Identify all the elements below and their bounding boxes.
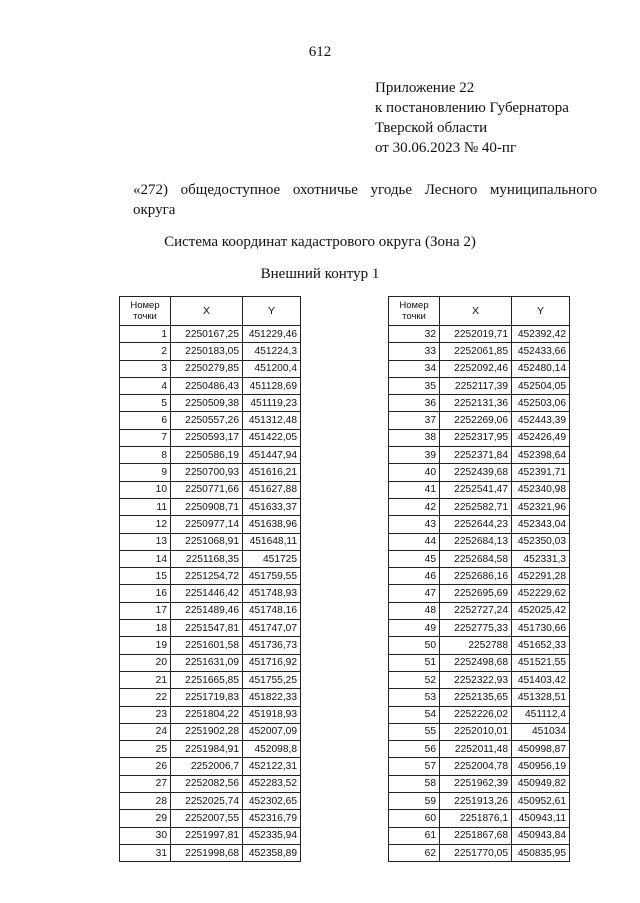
table-row — [120, 758, 301, 775]
point-number-cell: 45 — [389, 550, 440, 567]
y-header: Y — [243, 297, 301, 326]
y-coordinate-cell: 452391,71 — [512, 464, 570, 481]
point-number-cell: 43 — [389, 516, 440, 533]
point-number-header-line-1: Номер — [399, 300, 429, 311]
table-row — [389, 637, 570, 654]
table-row — [389, 844, 570, 861]
table-row — [120, 741, 301, 758]
table-row — [389, 464, 570, 481]
y-coordinate-cell: 452316,79 — [243, 810, 301, 827]
table-row — [120, 568, 301, 585]
x-coordinate-cell: 2252006,7 — [171, 758, 243, 775]
point-number-cell: 18 — [120, 620, 171, 637]
x-coordinate-cell: 2250700,93 — [171, 464, 243, 481]
point-number-cell: 11 — [120, 498, 171, 515]
point-number-header-line-2: точки — [133, 311, 157, 322]
y-coordinate-cell: 452343,04 — [512, 516, 570, 533]
y-coordinate-cell: 450952,61 — [512, 793, 570, 810]
point-number-cell: 57 — [389, 758, 440, 775]
table-row — [389, 395, 570, 412]
x-coordinate-cell: 2252269,06 — [440, 412, 512, 429]
contour-title: Внешний контур 1 — [260, 266, 380, 282]
appendix-line-4: от 30.06.2023 № 40-пг — [375, 140, 517, 156]
table-row — [389, 447, 570, 464]
table-row — [120, 654, 301, 671]
y-coordinate-cell: 451627,88 — [243, 481, 301, 498]
point-number-cell: 54 — [389, 706, 440, 723]
coordinate-system-title: Система координат кадастрового округа (Зона 2) — [164, 234, 476, 250]
point-number-cell: 39 — [389, 447, 440, 464]
y-coordinate-cell: 450949,82 — [512, 775, 570, 792]
table-row — [389, 602, 570, 619]
point-number-cell: 13 — [120, 533, 171, 550]
heading-word: «272) — [133, 182, 168, 198]
y-coordinate-cell: 450943,11 — [512, 810, 570, 827]
y-coordinate-cell: 452229,62 — [512, 585, 570, 602]
table-row — [389, 793, 570, 810]
x-coordinate-cell: 2252582,71 — [440, 498, 512, 515]
table-row — [120, 429, 301, 446]
table-row — [389, 620, 570, 637]
heading-word: муниципального — [489, 182, 597, 198]
point-number-cell: 38 — [389, 429, 440, 446]
point-number-cell: 29 — [120, 810, 171, 827]
y-coordinate-cell: 451034 — [512, 723, 570, 740]
table-row — [120, 447, 301, 464]
table-row — [120, 827, 301, 844]
x-coordinate-cell: 2252092,46 — [440, 360, 512, 377]
y-coordinate-cell: 452321,96 — [512, 498, 570, 515]
y-coordinate-cell: 451633,37 — [243, 498, 301, 515]
y-coordinate-cell: 451616,21 — [243, 464, 301, 481]
point-number-cell: 33 — [389, 343, 440, 360]
x-coordinate-cell: 2252644,23 — [440, 516, 512, 533]
y-coordinate-cell: 451128,69 — [243, 377, 301, 394]
y-coordinate-cell: 450956,19 — [512, 758, 570, 775]
table-row — [389, 326, 570, 343]
y-coordinate-cell: 451312,48 — [243, 412, 301, 429]
table-row — [120, 550, 301, 567]
y-coordinate-cell: 451119,23 — [243, 395, 301, 412]
x-coordinate-cell: 2252131,36 — [440, 395, 512, 412]
table-row — [120, 810, 301, 827]
point-number-cell: 34 — [389, 360, 440, 377]
y-coordinate-cell: 452007,09 — [243, 723, 301, 740]
heading-line-1 — [133, 180, 597, 200]
point-number-cell: 23 — [120, 706, 171, 723]
x-coordinate-cell: 2252061,85 — [440, 343, 512, 360]
table-row — [389, 723, 570, 740]
x-coordinate-cell: 2252684,13 — [440, 533, 512, 550]
point-number-cell: 30 — [120, 827, 171, 844]
point-number-cell: 4 — [120, 377, 171, 394]
x-coordinate-cell: 2251876,1 — [440, 810, 512, 827]
x-coordinate-cell: 2251913,26 — [440, 793, 512, 810]
x-coordinate-cell: 2251997,81 — [171, 827, 243, 844]
point-number-cell: 5 — [120, 395, 171, 412]
x-coordinate-cell: 2251867,68 — [440, 827, 512, 844]
y-coordinate-cell: 452335,94 — [243, 827, 301, 844]
y-coordinate-cell: 451112,4 — [512, 706, 570, 723]
table-row — [389, 481, 570, 498]
y-coordinate-cell: 451447,94 — [243, 447, 301, 464]
y-coordinate-cell: 451229,46 — [243, 326, 301, 343]
point-number-cell: 19 — [120, 637, 171, 654]
table-row — [389, 758, 570, 775]
table-row — [120, 671, 301, 688]
appendix-line-1: Приложение 22 — [375, 80, 475, 96]
table-row — [120, 377, 301, 394]
point-number-header-line-1: Номер — [130, 300, 160, 311]
heading-word: общедоступное — [180, 182, 281, 198]
y-coordinate-cell: 452504,05 — [512, 377, 570, 394]
point-number-cell: 62 — [389, 844, 440, 861]
y-coordinate-cell: 450998,87 — [512, 741, 570, 758]
table-row — [389, 775, 570, 792]
point-number-header — [389, 297, 440, 326]
x-coordinate-cell: 2252684,58 — [440, 550, 512, 567]
y-coordinate-cell: 451224,3 — [243, 343, 301, 360]
y-coordinate-cell: 451648,11 — [243, 533, 301, 550]
x-coordinate-cell: 2252082,56 — [171, 775, 243, 792]
document-heading — [133, 180, 597, 220]
point-number-cell: 36 — [389, 395, 440, 412]
x-coordinate-cell: 2250486,43 — [171, 377, 243, 394]
point-number-cell: 26 — [120, 758, 171, 775]
x-coordinate-cell: 2251489,46 — [171, 602, 243, 619]
x-coordinate-cell: 2250557,26 — [171, 412, 243, 429]
x-coordinate-cell: 2252010,01 — [440, 723, 512, 740]
y-coordinate-cell: 451755,25 — [243, 671, 301, 688]
table-row — [120, 689, 301, 706]
table-row — [120, 360, 301, 377]
point-number-cell: 22 — [120, 689, 171, 706]
table-row — [389, 654, 570, 671]
x-coordinate-cell: 2251665,85 — [171, 671, 243, 688]
y-coordinate-cell: 452392,42 — [512, 326, 570, 343]
x-header: X — [171, 297, 243, 326]
y-coordinate-cell: 451918,93 — [243, 706, 301, 723]
table-header-row — [389, 297, 570, 326]
table-row — [389, 810, 570, 827]
y-coordinate-cell: 452503,06 — [512, 395, 570, 412]
x-coordinate-cell: 2252025,74 — [171, 793, 243, 810]
point-number-cell: 8 — [120, 447, 171, 464]
x-coordinate-cell: 2250279,85 — [171, 360, 243, 377]
y-coordinate-cell: 452331,3 — [512, 550, 570, 567]
point-number-cell: 14 — [120, 550, 171, 567]
point-number-cell: 59 — [389, 793, 440, 810]
point-number-cell: 12 — [120, 516, 171, 533]
x-coordinate-cell: 2251998,68 — [171, 844, 243, 861]
x-coordinate-cell: 2251068,91 — [171, 533, 243, 550]
point-number-cell: 31 — [120, 844, 171, 861]
y-coordinate-cell: 451521,55 — [512, 654, 570, 671]
point-number-cell: 9 — [120, 464, 171, 481]
x-coordinate-cell: 2252004,78 — [440, 758, 512, 775]
point-number-cell: 56 — [389, 741, 440, 758]
y-coordinate-cell: 451725 — [243, 550, 301, 567]
table-row — [120, 464, 301, 481]
table-header-row — [120, 297, 301, 326]
point-number-cell: 24 — [120, 723, 171, 740]
x-coordinate-cell: 2251770,05 — [440, 844, 512, 861]
table-row — [120, 637, 301, 654]
table-row — [120, 793, 301, 810]
x-header: X — [440, 297, 512, 326]
point-number-cell: 3 — [120, 360, 171, 377]
table-row — [120, 723, 301, 740]
x-coordinate-cell: 2251962,39 — [440, 775, 512, 792]
point-number-cell: 40 — [389, 464, 440, 481]
y-coordinate-cell: 451328,51 — [512, 689, 570, 706]
x-coordinate-cell: 2252317,95 — [440, 429, 512, 446]
y-coordinate-cell: 450835,95 — [512, 844, 570, 861]
table-row — [120, 775, 301, 792]
point-number-cell: 47 — [389, 585, 440, 602]
point-number-cell: 2 — [120, 343, 171, 360]
point-number-cell: 15 — [120, 568, 171, 585]
point-number-cell: 61 — [389, 827, 440, 844]
point-number-header-line-2: точки — [402, 311, 426, 322]
x-coordinate-cell: 2251168,35 — [171, 550, 243, 567]
point-number-cell: 58 — [389, 775, 440, 792]
x-coordinate-cell: 2252439,68 — [440, 464, 512, 481]
y-coordinate-cell: 452350,03 — [512, 533, 570, 550]
coordinates-table-right — [388, 296, 570, 862]
heading-word: угодье — [370, 182, 413, 198]
y-coordinate-cell: 452480,14 — [512, 360, 570, 377]
coordinates-table-left — [119, 296, 301, 862]
y-coordinate-cell: 452302,65 — [243, 793, 301, 810]
point-number-cell: 10 — [120, 481, 171, 498]
point-number-cell: 35 — [389, 377, 440, 394]
point-number-cell: 17 — [120, 602, 171, 619]
x-coordinate-cell: 2252019,71 — [440, 326, 512, 343]
y-header: Y — [512, 297, 570, 326]
y-coordinate-cell: 450943,84 — [512, 827, 570, 844]
y-coordinate-cell: 451730,66 — [512, 620, 570, 637]
point-number-cell: 1 — [120, 326, 171, 343]
x-coordinate-cell: 2251902,28 — [171, 723, 243, 740]
point-number-cell: 49 — [389, 620, 440, 637]
table-row — [389, 585, 570, 602]
y-coordinate-cell: 451736,73 — [243, 637, 301, 654]
y-coordinate-cell: 452398,64 — [512, 447, 570, 464]
y-coordinate-cell: 452443,39 — [512, 412, 570, 429]
table-row — [389, 429, 570, 446]
y-coordinate-cell: 451748,16 — [243, 602, 301, 619]
point-number-cell: 48 — [389, 602, 440, 619]
x-coordinate-cell: 2251719,83 — [171, 689, 243, 706]
point-number-cell: 32 — [389, 326, 440, 343]
table-row — [120, 706, 301, 723]
y-coordinate-cell: 452433,66 — [512, 343, 570, 360]
x-coordinate-cell: 2252775,33 — [440, 620, 512, 637]
x-coordinate-cell: 2251631,09 — [171, 654, 243, 671]
point-number-cell: 16 — [120, 585, 171, 602]
heading-word: Лесного — [424, 182, 478, 198]
table-row — [389, 671, 570, 688]
table-row — [120, 412, 301, 429]
y-coordinate-cell: 452283,52 — [243, 775, 301, 792]
x-coordinate-cell: 2251547,81 — [171, 620, 243, 637]
x-coordinate-cell: 2250183,05 — [171, 343, 243, 360]
table-row — [389, 550, 570, 567]
table-row — [389, 377, 570, 394]
table-row — [120, 481, 301, 498]
x-coordinate-cell: 2252226,02 — [440, 706, 512, 723]
x-coordinate-cell: 2250509,38 — [171, 395, 243, 412]
point-number-cell: 21 — [120, 671, 171, 688]
page-number: 612 — [308, 44, 332, 60]
point-number-cell: 25 — [120, 741, 171, 758]
appendix-line-3: Тверской области — [375, 120, 488, 136]
table-row — [389, 498, 570, 515]
appendix-line-2: к постановлению Губернатора — [375, 100, 569, 116]
heading-line-2: округа — [133, 202, 176, 218]
x-coordinate-cell: 2250908,71 — [171, 498, 243, 515]
x-coordinate-cell: 2250586,19 — [171, 447, 243, 464]
x-coordinate-cell: 2252727,24 — [440, 602, 512, 619]
x-coordinate-cell: 2251601,58 — [171, 637, 243, 654]
heading-word: охотничье — [292, 182, 358, 198]
y-coordinate-cell: 452358,89 — [243, 844, 301, 861]
appendix-block — [375, 78, 569, 158]
x-coordinate-cell: 2250771,66 — [171, 481, 243, 498]
point-number-cell: 28 — [120, 793, 171, 810]
point-number-cell: 51 — [389, 654, 440, 671]
point-number-cell: 52 — [389, 671, 440, 688]
y-coordinate-cell: 451200,4 — [243, 360, 301, 377]
table-row — [120, 326, 301, 343]
x-coordinate-cell: 2252541,47 — [440, 481, 512, 498]
x-coordinate-cell: 2252117,39 — [440, 377, 512, 394]
table-row — [389, 706, 570, 723]
x-coordinate-cell: 2252686,16 — [440, 568, 512, 585]
x-coordinate-cell: 2252322,93 — [440, 671, 512, 688]
y-coordinate-cell: 452025,42 — [512, 602, 570, 619]
table-row — [120, 533, 301, 550]
table-row — [389, 343, 570, 360]
point-number-cell: 20 — [120, 654, 171, 671]
table-row — [120, 844, 301, 861]
table-row — [120, 498, 301, 515]
table-row — [120, 343, 301, 360]
x-coordinate-cell: 2252695,69 — [440, 585, 512, 602]
table-row — [389, 360, 570, 377]
y-coordinate-cell: 451748,93 — [243, 585, 301, 602]
x-coordinate-cell: 2251804,22 — [171, 706, 243, 723]
table-row — [389, 516, 570, 533]
x-coordinate-cell: 2252498,68 — [440, 654, 512, 671]
table-row — [389, 741, 570, 758]
table-row — [120, 602, 301, 619]
y-coordinate-cell: 451422,05 — [243, 429, 301, 446]
table-row — [389, 412, 570, 429]
y-coordinate-cell: 452098,8 — [243, 741, 301, 758]
x-coordinate-cell: 2250593,17 — [171, 429, 243, 446]
point-number-cell: 27 — [120, 775, 171, 792]
table-row — [120, 585, 301, 602]
table-row — [389, 533, 570, 550]
y-coordinate-cell: 451638,96 — [243, 516, 301, 533]
x-coordinate-cell: 2252135,65 — [440, 689, 512, 706]
x-coordinate-cell: 2250977,14 — [171, 516, 243, 533]
x-coordinate-cell: 2252788 — [440, 637, 512, 654]
point-number-cell: 37 — [389, 412, 440, 429]
point-number-cell: 46 — [389, 568, 440, 585]
table-row — [389, 689, 570, 706]
y-coordinate-cell: 452340,98 — [512, 481, 570, 498]
x-coordinate-cell: 2251984,91 — [171, 741, 243, 758]
x-coordinate-cell: 2251254,72 — [171, 568, 243, 585]
y-coordinate-cell: 451403,42 — [512, 671, 570, 688]
table-row — [120, 620, 301, 637]
point-number-cell: 41 — [389, 481, 440, 498]
y-coordinate-cell: 451822,33 — [243, 689, 301, 706]
point-number-header — [120, 297, 171, 326]
x-coordinate-cell: 2252371,84 — [440, 447, 512, 464]
y-coordinate-cell: 452291,28 — [512, 568, 570, 585]
x-coordinate-cell: 2251446,42 — [171, 585, 243, 602]
point-number-cell: 53 — [389, 689, 440, 706]
table-row — [120, 516, 301, 533]
point-number-cell: 50 — [389, 637, 440, 654]
y-coordinate-cell: 451716,92 — [243, 654, 301, 671]
point-number-cell: 55 — [389, 723, 440, 740]
point-number-cell: 6 — [120, 412, 171, 429]
point-number-cell: 42 — [389, 498, 440, 515]
table-row — [389, 568, 570, 585]
point-number-cell: 7 — [120, 429, 171, 446]
y-coordinate-cell: 451747,07 — [243, 620, 301, 637]
y-coordinate-cell: 452426,49 — [512, 429, 570, 446]
point-number-cell: 44 — [389, 533, 440, 550]
table-row — [120, 395, 301, 412]
y-coordinate-cell: 451652,33 — [512, 637, 570, 654]
y-coordinate-cell: 451759,55 — [243, 568, 301, 585]
y-coordinate-cell: 452122,31 — [243, 758, 301, 775]
table-row — [389, 827, 570, 844]
point-number-cell: 60 — [389, 810, 440, 827]
x-coordinate-cell: 2252007,55 — [171, 810, 243, 827]
x-coordinate-cell: 2252011,48 — [440, 741, 512, 758]
x-coordinate-cell: 2250167,25 — [171, 326, 243, 343]
